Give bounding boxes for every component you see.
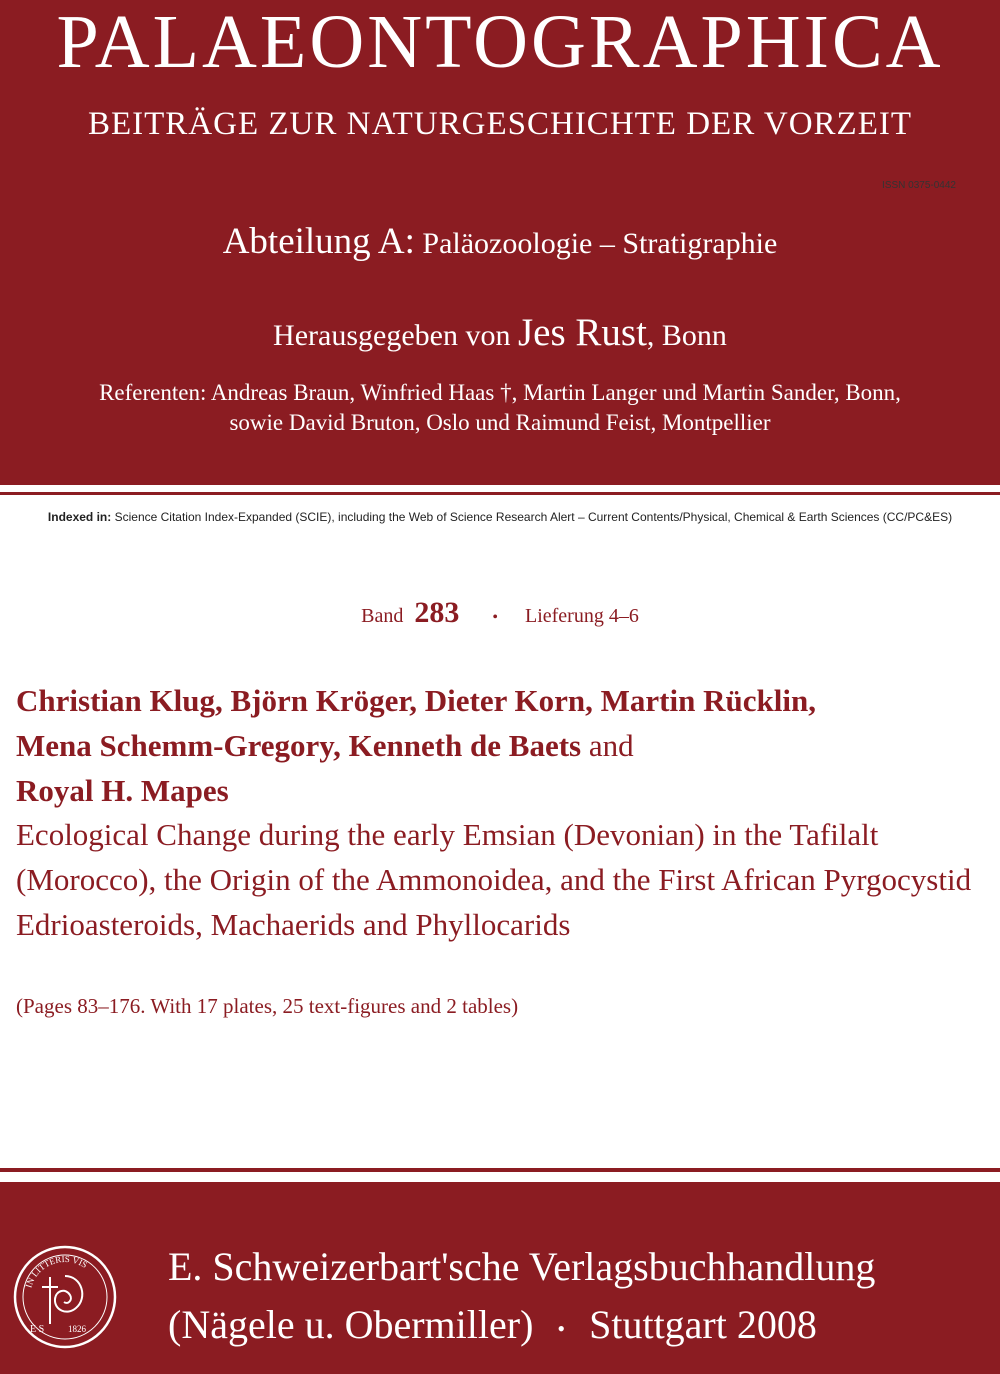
pages-note: (Pages 83–176. With 17 plates, 25 text-figures and 2 tables) <box>16 994 519 1018</box>
authors-line-1: Christian Klug, Björn Kröger, Dieter Korn, Martin Rücklin, <box>16 683 816 718</box>
indexing-label: Indexed in: <box>47 510 112 524</box>
section-topic: Paläozoologie – Stratigraphie <box>422 227 778 260</box>
editor-name: Jes Rust <box>517 311 647 354</box>
journal-title: PALAEONTOGRAPHICA <box>56 0 944 84</box>
seal-initials: E S <box>30 1324 45 1335</box>
publisher-name: E. Schweizerbart'sche Verlagsbuchhandlung <box>168 1244 876 1289</box>
referees-line-2: sowie David Bruton, Oslo und Raimund Feist, Montpellier <box>229 410 771 435</box>
referees <box>0 378 1000 438</box>
authors-line-2: Mena Schemm-Gregory, Kenneth de Baets <box>16 728 582 763</box>
article-title: Ecological Change during the early Emsian (Devonian) in the Tafilalt (Morocco), the Origin of the Ammonoidea, and the First African Pyrgocystid Edrioasteroids, Machaerids and Phyllocarids <box>16 817 972 942</box>
lieferung: Lieferung 4–6 <box>524 605 639 627</box>
authors-line-3: Royal H. Mapes <box>16 773 229 808</box>
referees-line-1: Referenten: Andreas Braun, Winfried Haas †, Martin Langer und Martin Sander, Bonn, <box>99 380 901 405</box>
issn: ISSN 0375-0442 <box>882 180 956 191</box>
seal-motto: IN LITTERIS VIS <box>23 1253 90 1289</box>
publisher-owners: (Nägele u. Obermiller) <box>168 1302 534 1347</box>
article-authors <box>16 678 986 813</box>
header-band <box>0 0 1000 485</box>
publisher-place-year: Stuttgart 2008 <box>589 1302 817 1347</box>
editor-suffix: , Bonn <box>646 319 727 352</box>
indexing-text: Science Citation Index-Expanded (SCIE), including the Web of Science Research Alert – Current Contents/Physical, Chemical & Earth Sciences (CC/PC&ES) <box>114 510 953 524</box>
seal-year: 1826 <box>68 1324 86 1334</box>
issue-separator: • <box>492 609 498 626</box>
divider-bottom <box>0 1168 1000 1172</box>
editor-line <box>0 310 1000 355</box>
publisher-separator: • <box>557 1315 566 1341</box>
section-line <box>0 220 1000 263</box>
publisher-seal-icon <box>10 1242 120 1352</box>
editor-prefix: Herausgegeben von <box>273 319 511 352</box>
band-label: Band <box>361 605 404 627</box>
publisher-info <box>168 1238 875 1358</box>
publisher-band <box>0 1182 1000 1374</box>
issue-line <box>0 596 1000 630</box>
band-number: 283 <box>414 596 460 629</box>
journal-subtitle: BEITRÄGE ZUR NATURGESCHICHTE DER VORZEIT <box>87 106 913 142</box>
section-label: Abteilung A: <box>222 221 415 262</box>
divider-top <box>0 492 1000 495</box>
indexing-note <box>0 510 1000 524</box>
authors-and: and <box>588 728 634 763</box>
